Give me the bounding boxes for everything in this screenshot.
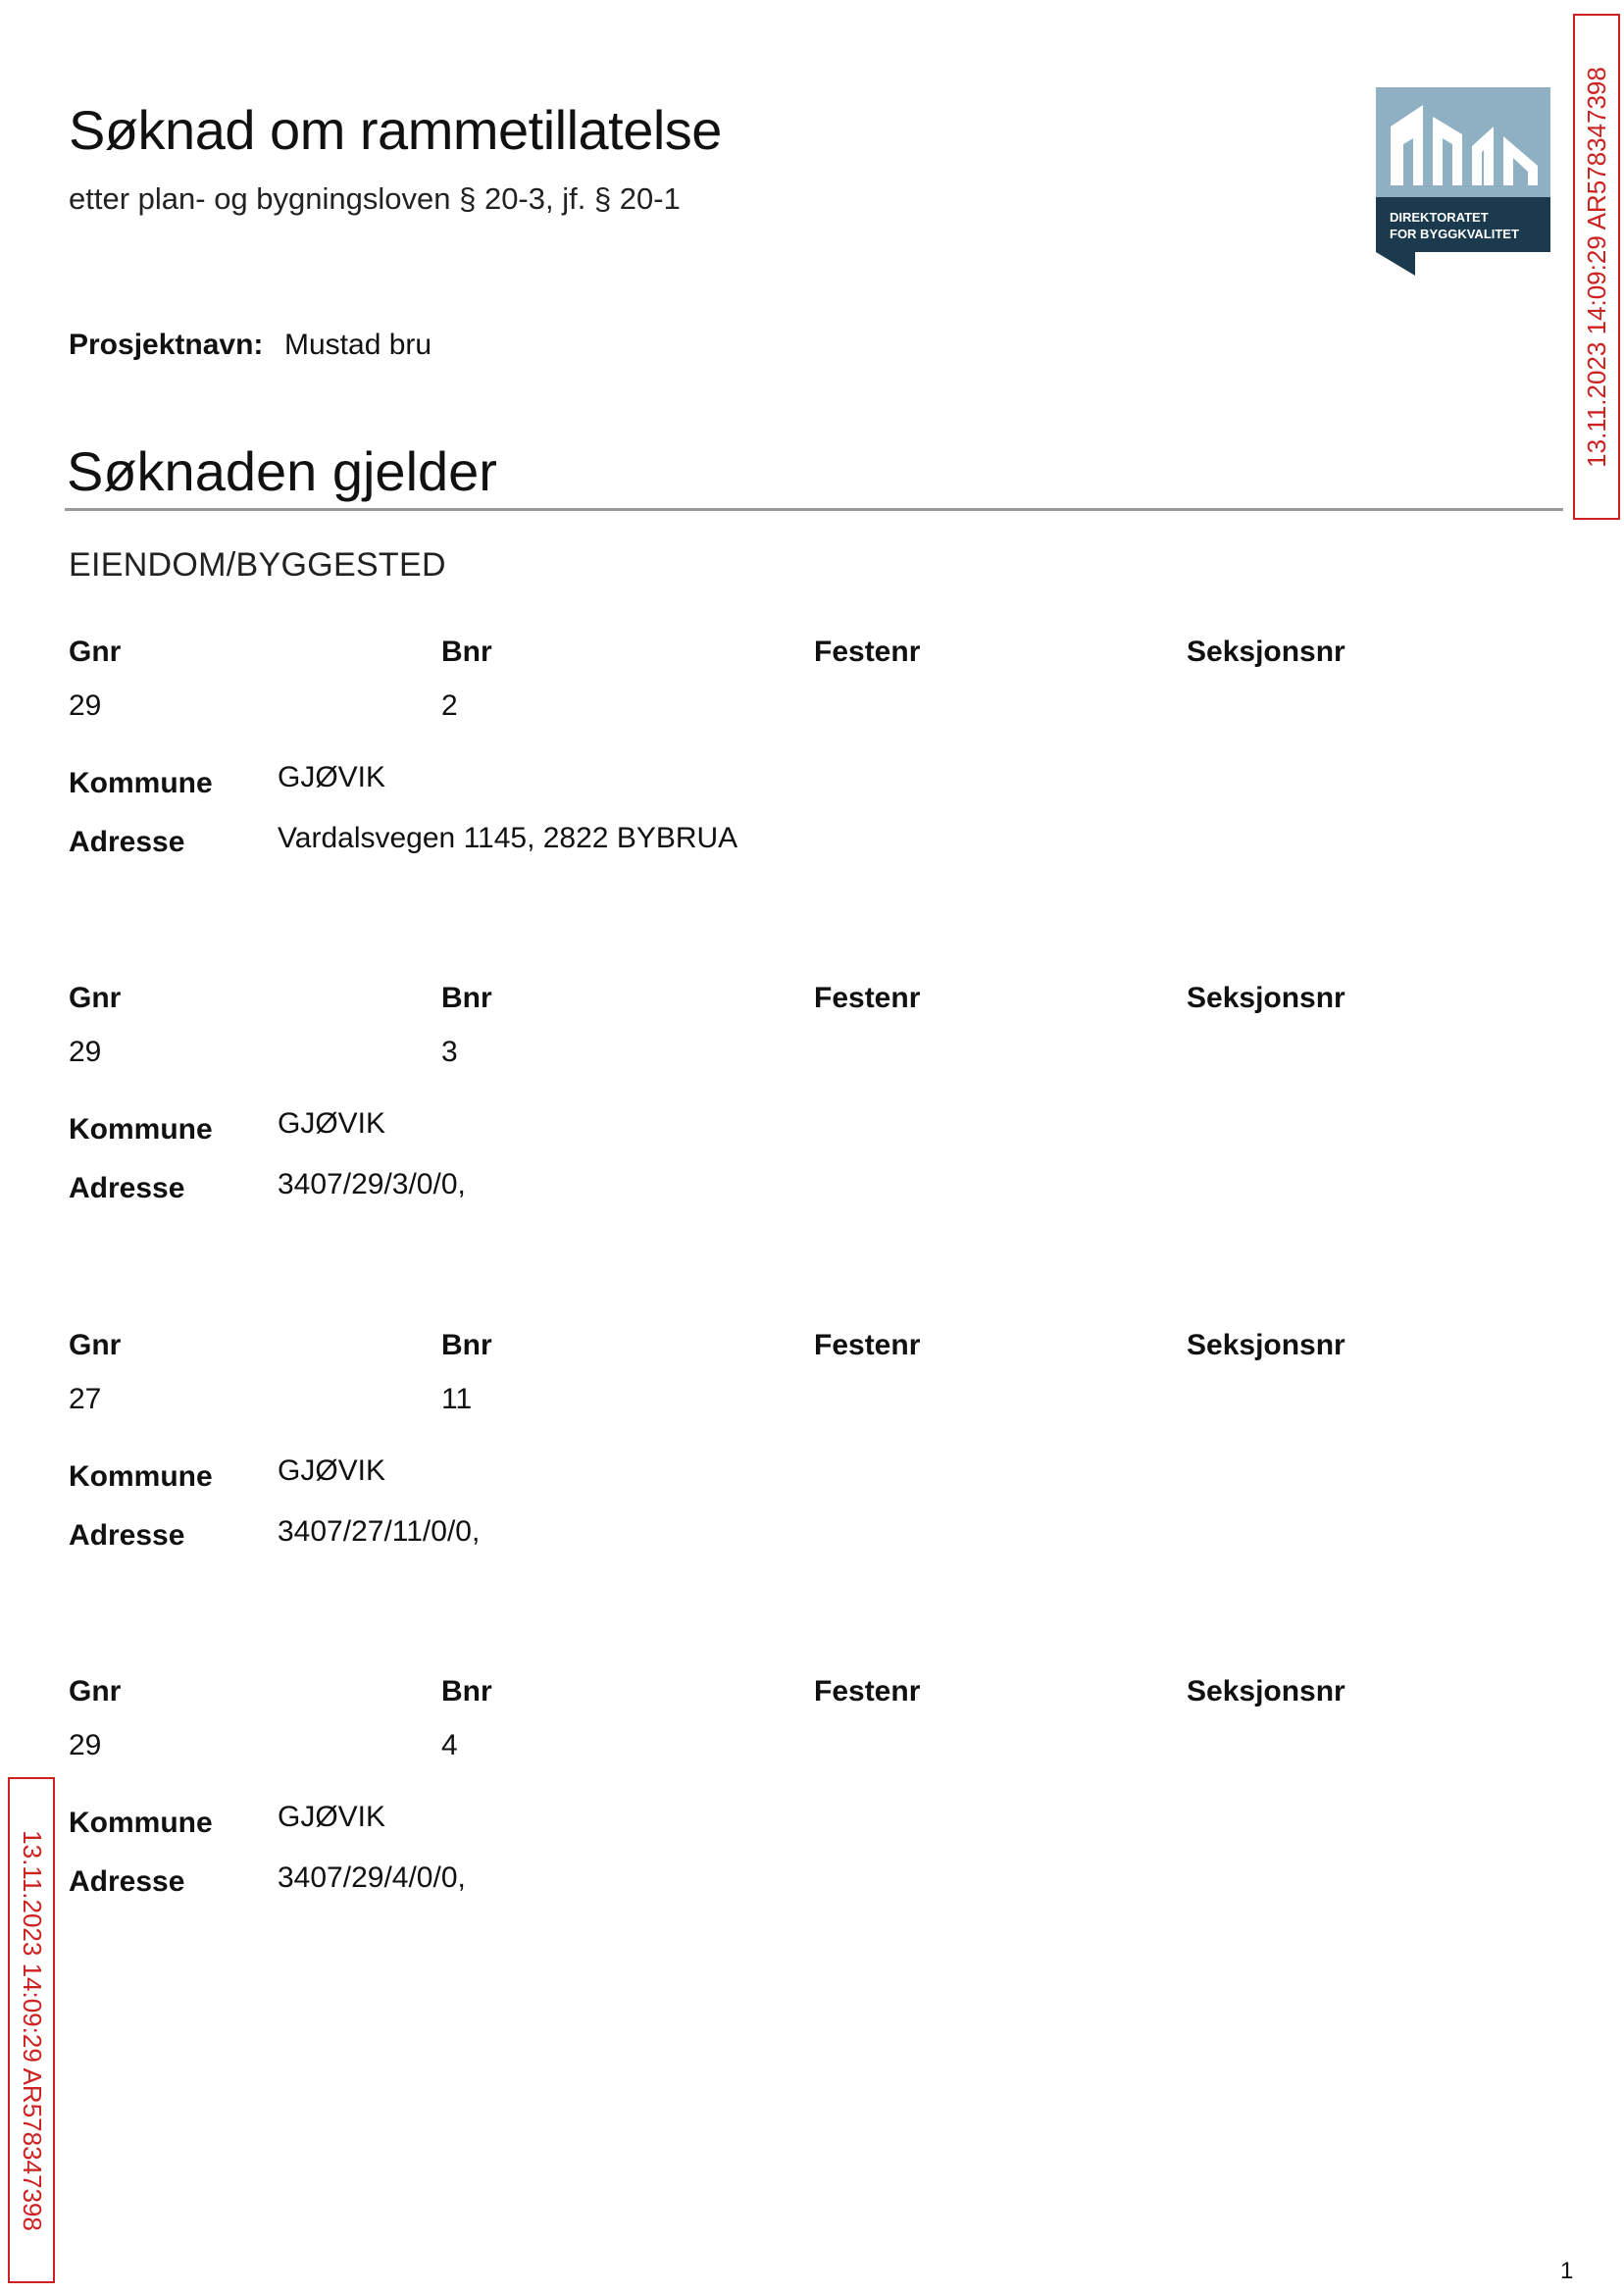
date-stamp-text: 13.11.2023 14:09:29 AR578347398: [1581, 66, 1611, 468]
project-name-value: Mustad bru: [284, 329, 432, 361]
section-title: Søknaden gjelder: [67, 440, 497, 502]
festenr-label: Festenr: [814, 1675, 921, 1708]
festenr-label: Festenr: [814, 636, 921, 668]
adresse-label: Adresse: [69, 1172, 185, 1204]
logo-line1: DIREKTORATET: [1390, 210, 1489, 225]
gnr-label: Gnr: [69, 636, 122, 668]
kommune-value: GJØVIK: [278, 1107, 386, 1140]
date-stamp-top: [1573, 14, 1620, 520]
bnr-value: 3: [441, 1036, 458, 1068]
gnr-value: 29: [69, 1729, 102, 1761]
property-block: [0, 1329, 1624, 1623]
property-block: [0, 636, 1624, 930]
gnr-value: 29: [69, 689, 102, 722]
document-title: Søknad om rammetillatelse: [69, 99, 722, 161]
kommune-value: GJØVIK: [278, 1454, 386, 1487]
kommune-label: Kommune: [69, 1113, 213, 1146]
seksjonsnr-label: Seksjonsnr: [1187, 982, 1345, 1014]
adresse-label: Adresse: [69, 826, 185, 858]
bnr-label: Bnr: [441, 1329, 492, 1361]
subsection-title: EIENDOM/BYGGESTED: [69, 546, 446, 584]
bnr-label: Bnr: [441, 982, 492, 1014]
section-divider: [65, 508, 1563, 511]
date-stamp-bottom: [8, 1777, 55, 2283]
bnr-label: Bnr: [441, 1675, 492, 1708]
bnr-value: 2: [441, 689, 458, 722]
seksjonsnr-label: Seksjonsnr: [1187, 1675, 1345, 1708]
adresse-value: 3407/29/3/0/0,: [278, 1168, 466, 1200]
kommune-label: Kommune: [69, 1807, 213, 1839]
adresse-value: 3407/27/11/0/0,: [278, 1515, 481, 1548]
kommune-value: GJØVIK: [278, 761, 386, 793]
festenr-label: Festenr: [814, 1329, 921, 1361]
gnr-label: Gnr: [69, 1675, 122, 1708]
dibk-logo-icon: [1376, 87, 1550, 276]
kommune-label: Kommune: [69, 767, 213, 799]
gnr-label: Gnr: [69, 1329, 122, 1361]
date-stamp-text: 13.11.2023 14:09:29 AR578347398: [17, 1829, 47, 2231]
adresse-label: Adresse: [69, 1865, 185, 1898]
gnr-value: 27: [69, 1383, 102, 1415]
document-subtitle: etter plan- og bygningsloven § 20-3, jf. § 20-1: [69, 181, 681, 216]
bnr-value: 11: [441, 1383, 473, 1415]
page-number: 1: [1560, 2258, 1574, 2284]
adresse-label: Adresse: [69, 1519, 185, 1552]
bnr-value: 4: [441, 1729, 458, 1761]
logo-line2: FOR BYGGKVALITET: [1390, 227, 1519, 241]
gnr-value: 29: [69, 1036, 102, 1068]
adresse-value: 3407/29/4/0/0,: [278, 1861, 466, 1894]
kommune-value: GJØVIK: [278, 1801, 386, 1833]
project-name-label: Prosjektnavn:: [69, 329, 264, 361]
bnr-label: Bnr: [441, 636, 492, 668]
property-block: [0, 1675, 1624, 1969]
property-block: [0, 982, 1624, 1276]
festenr-label: Festenr: [814, 982, 921, 1014]
adresse-value: Vardalsvegen 1145, 2822 BYBRUA: [278, 822, 738, 854]
kommune-label: Kommune: [69, 1460, 213, 1493]
gnr-label: Gnr: [69, 982, 122, 1014]
seksjonsnr-label: Seksjonsnr: [1187, 1329, 1345, 1361]
seksjonsnr-label: Seksjonsnr: [1187, 636, 1345, 668]
